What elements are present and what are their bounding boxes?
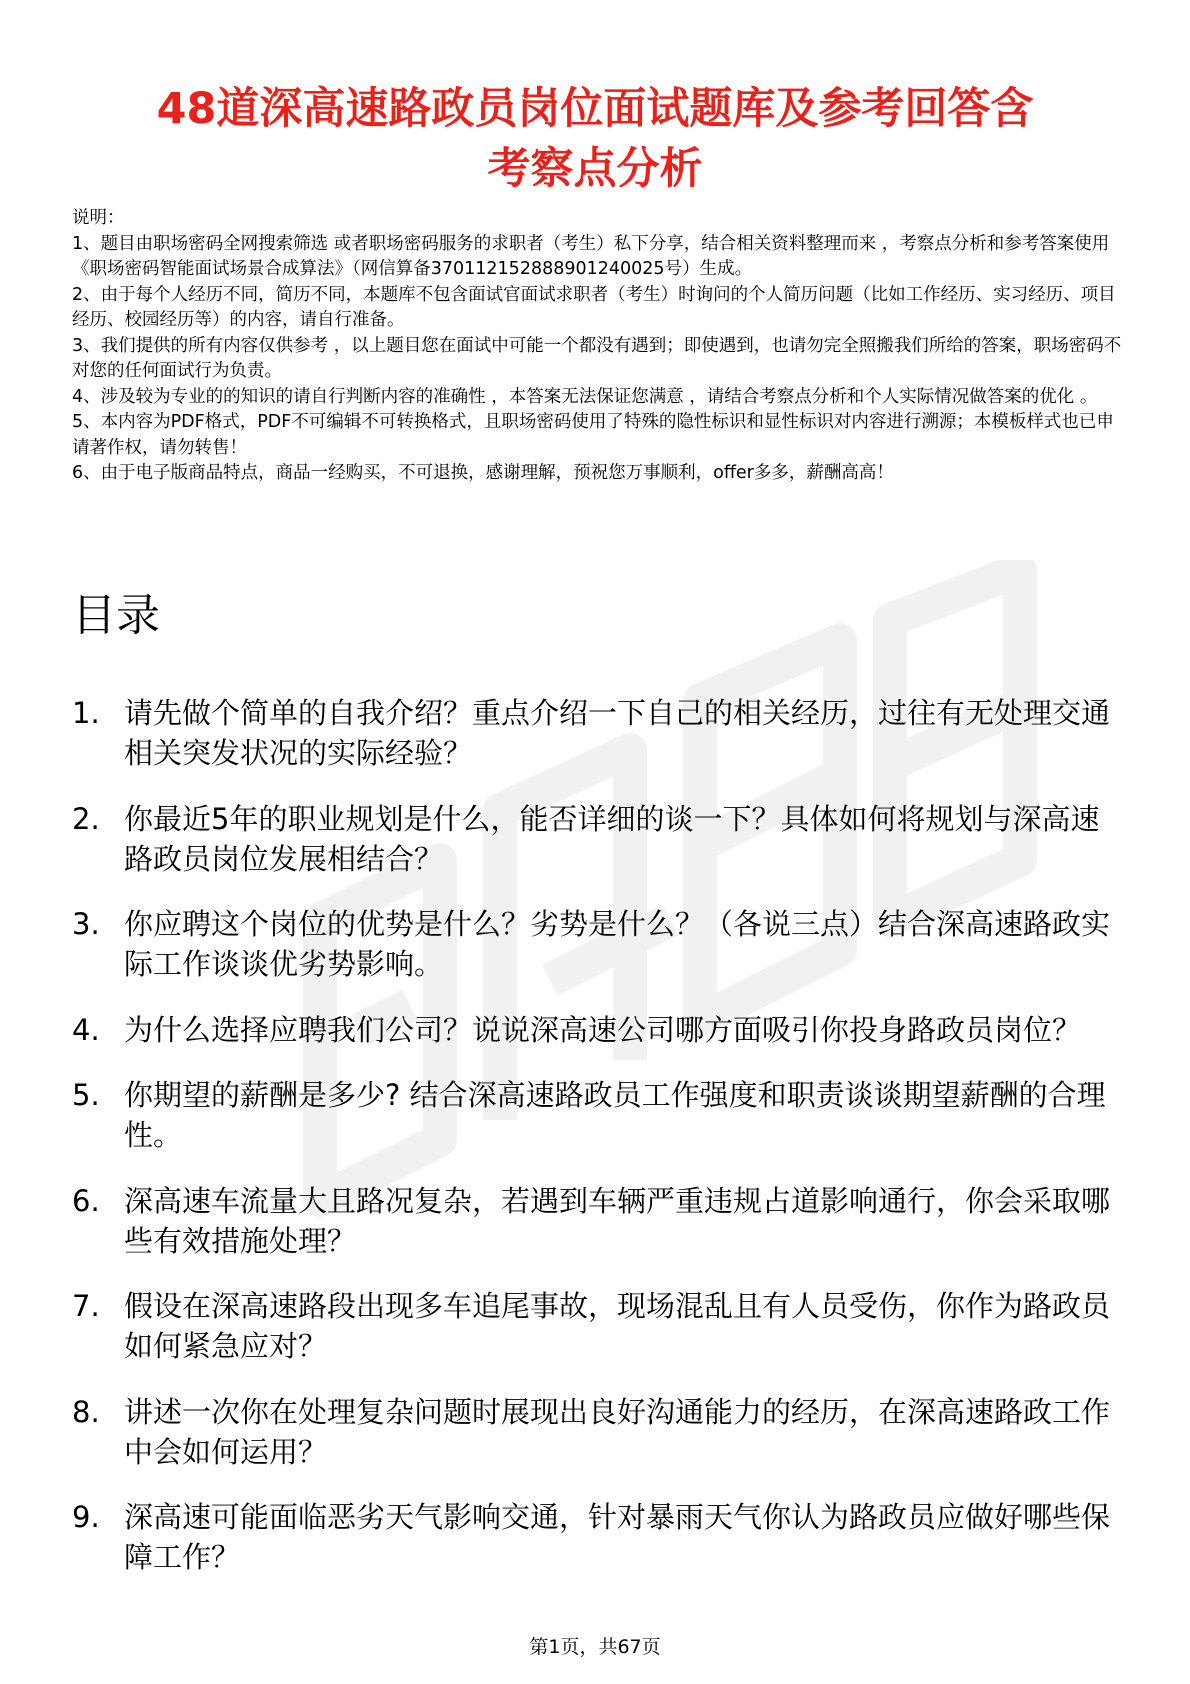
toc-item[interactable]	[72, 904, 1122, 984]
note-item: 3、我们提供的所有内容仅供参考 ，以上题目您在面试中可能一个都没有遇到；即使遇到，也请勿完全照搬我们所给的答案，职场密码不对您的任何面试行为负责。	[72, 335, 1122, 381]
toc-item-number: 6.	[72, 1183, 100, 1218]
toc-heading: 目录	[72, 590, 160, 641]
document-title	[60, 79, 1130, 199]
toc-list	[72, 693, 1122, 1603]
toc-item-number: 8.	[72, 1394, 100, 1429]
toc-item-number: 3.	[72, 907, 100, 941]
page-footer: 第1页，共67页	[529, 1636, 661, 1658]
toc-item-number: 1.	[72, 696, 100, 730]
note-item: 1、题目由职场密码全网搜索筛选 或者职场密码服务的求职者（考生）私下分享，结合相关资料整理而来 ，考察点分析和参考答案使用《职场密码智能面试场景合成算法》（网信算备370112152888901240025号）生成。	[72, 233, 1110, 279]
toc-item-text: 深高速车流量大且路况复杂，若遇到车辆严重违规占道影响通行，你会采取哪些有效措施处理？	[124, 1183, 1111, 1258]
toc-item[interactable]	[72, 1392, 1122, 1472]
toc-item[interactable]	[72, 799, 1122, 879]
toc-item[interactable]	[72, 1010, 1122, 1050]
toc-item-text: 为什么选择应聘我们公司？说说深高速公司哪方面吸引你投身路政员岗位？	[124, 1012, 1082, 1047]
toc-item-text: 你期望的薪酬是多少? 结合深高速路政员工作强度和职责谈谈期望薪酬的合理性。	[124, 1078, 1106, 1152]
toc-item-number: 5.	[72, 1078, 100, 1112]
notes-heading: 说明：	[72, 208, 125, 228]
toc-item[interactable]	[72, 1075, 1122, 1155]
toc-item-number: 7.	[72, 1289, 100, 1323]
toc-item-text: 你应聘这个岗位的优势是什么？劣势是什么？（各说三点）结合深高速路政实际工作谈谈优劣势影响。	[124, 907, 1111, 981]
toc-item[interactable]	[72, 1286, 1122, 1366]
toc-item-number: 4.	[72, 1012, 100, 1047]
note-item: 6、由于电子版商品特点，商品一经购买，不可退换，感谢理解，预祝您万事顺利，offer多多，薪酬高高！	[72, 463, 894, 483]
toc-item-text: 请先做个简单的自我介绍？重点介绍一下自己的相关经历，过往有无处理交通相关突发状况的实际经验？	[124, 696, 1111, 770]
title-line-2: 考察点分析	[487, 143, 703, 194]
toc-item-text: 讲述一次你在处理复杂问题时展现出良好沟通能力的经历，在深高速路政工作中会如何运用？	[124, 1394, 1111, 1469]
toc-item-number: 2.	[72, 801, 100, 836]
note-item: 5、本内容为PDF格式，PDF不可编辑不可转换格式，且职场密码使用了特殊的隐性标识和显性标识对内容进行溯源；本模板样式也已申请著作权，请勿转售！	[72, 412, 1114, 458]
toc-item-text: 假设在深高速路段出现多车追尾事故，现场混乱且有人员受伤，你作为路政员如何紧急应对？	[124, 1289, 1111, 1363]
toc-item-text: 深高速可能面临恶劣天气影响交通，针对暴雨天气你认为路政员应做好哪些保障工作？	[124, 1500, 1111, 1574]
notes-section	[72, 206, 1122, 487]
toc-item[interactable]	[72, 1497, 1122, 1577]
title-line-1: 48道深高速路政员岗位面试题库及参考回答含	[156, 83, 1034, 134]
toc-item[interactable]	[72, 693, 1122, 773]
note-item: 2、由于每个人经历不同，简历不同，本题库不包含面试官面试求职者（考生）时询问的个人简历问题（比如工作经历、实习经历、项目经历、校园经历等）的内容，请自行准备。	[72, 284, 1116, 330]
note-item: 4、涉及较为专业的的知识的请自行判断内容的准确性 ，本答案无法保证您满意 ，请结合考察点分析和个人实际情况做答案的优化 。	[72, 386, 1098, 407]
toc-item-text: 你最近5年的职业规划是什么，能否详细的谈一下？具体如何将规划与深高速路政员岗位发展相结合？	[124, 801, 1100, 876]
toc-item[interactable]	[72, 1181, 1122, 1261]
toc-item-number: 9.	[72, 1500, 100, 1534]
